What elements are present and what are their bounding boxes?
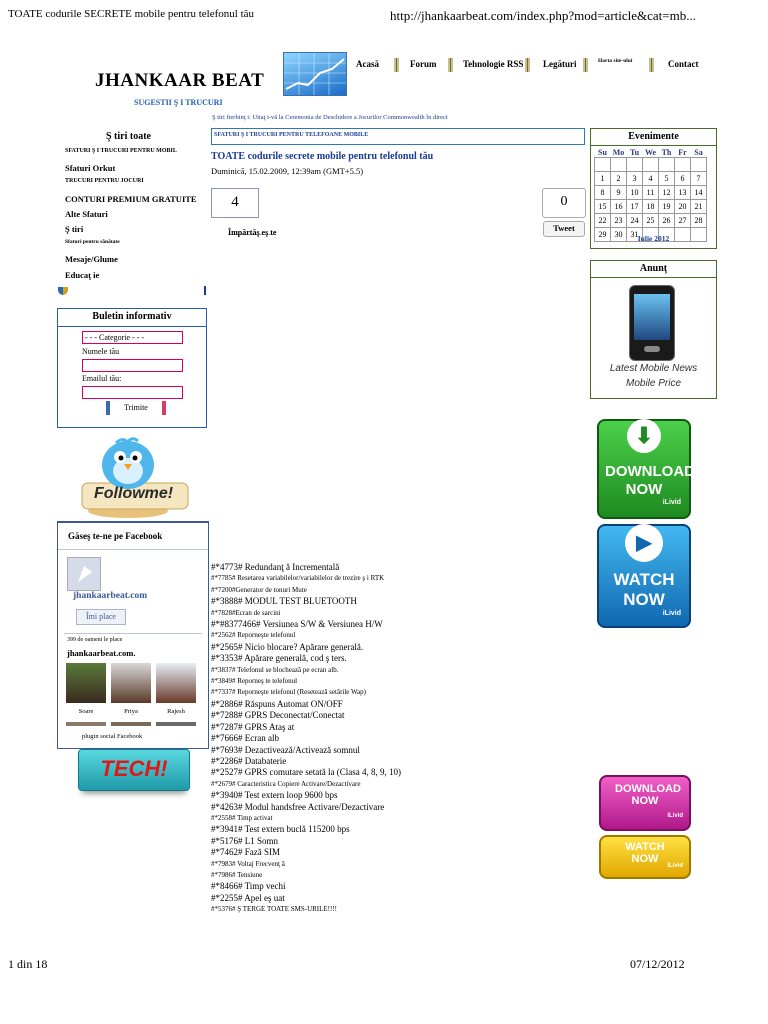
secret-code-line: #*8466# Timp vechi [211,881,286,892]
calendar-day[interactable]: 6 [675,172,691,186]
print-url: http://jhankaarbeat.com/index.php?mod=article&cat=mb... [390,8,696,23]
secret-code-line: #*7828#Ecran de sarcini [211,608,281,617]
newsletter-email-input[interactable] [82,386,183,399]
facebook-page-name-2[interactable]: jhankaarbeat.com. [67,648,136,658]
facebook-friend-name[interactable]: Priya [124,708,138,715]
secret-code-line: #*2527# GPRS comutare setată la (Clasa 4, 8, 9, 10) [211,767,401,778]
calendar-day[interactable]: 30 [611,228,627,242]
calendar-day [627,158,643,172]
secret-code-line: #*7785# Resetarea variabilelor/variabilelor de trezire ş i RTK [211,574,385,583]
secret-code-line: #*7337# Reporneşte telefonul (Resetează setările Wap) [211,688,366,697]
nav-separator [649,58,654,72]
brand-label: iLivid [662,499,681,506]
calendar-day-header: Mo [612,148,625,157]
brand-label: iLivid [667,863,683,869]
nav-links[interactable]: Legături [543,59,577,69]
share-count: 4 [231,194,239,210]
calendar-day-header: Fr [678,148,687,157]
brand-label: iLivid [662,610,681,617]
print-doc-title: TOATE codurile SECRETE mobile pentru telefonul tău [8,8,255,20]
secret-code-line: #*3940# Test extern loop 9600 bps [211,790,338,801]
secret-code-line: #*7983# Voltaj Frecvenţ ă [211,859,285,868]
calendar-day[interactable]: 3 [627,172,643,186]
calendar-day-header: Th [661,148,672,157]
play-icon: ▶ [625,524,663,562]
sidebar-item-health[interactable]: Sfaturi pentru sănătate [65,239,120,245]
nav-forum[interactable]: Forum [410,59,437,69]
nav-tech-rss[interactable]: Tehnologie RSS [463,59,524,69]
nav-separator [394,58,399,72]
secret-code-line: #*4263# Modul handsfree Activare/Dezactivare [211,801,385,812]
article-title: TOATE codurile secrete mobile pentru telefonul tău [211,151,434,162]
facebook-title: Găseş te-ne pe Facebook [68,531,163,541]
secret-code-line: #*2558# Timp activat [211,813,273,822]
facebook-page-name[interactable]: jhankaarbeat.com [73,591,148,601]
calendar-day[interactable]: 1 [595,172,611,186]
secret-code-line: #*7666# Ecran alb [211,733,279,744]
site-logo[interactable]: JHANKAAR BEAT [95,70,265,91]
calendar-day [595,158,611,172]
secret-code-line: #*2565# Nicio blocare? Apărare generală. [211,641,364,652]
calendar-day[interactable]: 11 [643,186,659,200]
brand-label: iLivid [667,813,683,819]
tweet-button[interactable] [543,221,585,237]
secret-code-line: #*7693# Dezactivează/Activează somnul [211,744,360,755]
ad-title: Anunţ [639,263,668,274]
sidebar-corner-icon [58,287,68,295]
secret-code-line: #*3837# Telefonul se blochează pe ecran alb. [211,665,339,674]
secret-code-line: #*2562# Reporneşte telefonul [211,631,296,640]
twitter-bird-icon [76,437,190,521]
facebook-friend-avatar[interactable] [111,663,151,703]
secret-code-line: #*3888# MODUL TEST BLUETOOTH [211,596,357,607]
secret-code-line: #*2255# Apel eş uat [211,892,285,903]
facebook-like-count: 399 de oameni le place [67,637,123,643]
sidebar-item-orkut[interactable]: Sfaturi Orkut [65,163,116,173]
nav-sitemap[interactable]: Harta site-ului [598,58,633,64]
calendar-day[interactable]: 25 [643,214,659,228]
newsletter-name-label: Numele tău [82,347,120,356]
calendar-day-header: Su [598,148,607,157]
download-label: DOWNLOAD NOW [605,463,695,498]
secret-code-line: #*5376# Ş TERGE TOATE SMS-URILE!!!! [211,905,337,914]
calendar-day [611,158,627,172]
facebook-page-thumbnail[interactable] [67,557,101,591]
newsletter-box [57,308,207,428]
watch-small-label: WATCH NOW [625,841,665,865]
sidebar-item-mobile-tips[interactable]: SFATURI Ş I TRUCURI PENTRU MOBIL [65,148,177,154]
follow-me-badge[interactable] [76,437,190,521]
calendar-day[interactable]: 8 [595,186,611,200]
secret-code-line: #*2679# Caracteristica Copiere Activare/Dezactivare [211,779,361,788]
newsletter-submit-button[interactable] [106,401,166,415]
share-count-box [211,188,259,218]
calendar-day[interactable]: 28 [691,214,707,228]
calendar-day[interactable]: 4 [643,172,659,186]
secret-code-line: #*5176# L1 Somn [211,835,279,846]
newsletter-title: Buletin informativ [92,311,172,322]
calendar-day[interactable]: 24 [627,214,643,228]
download-now-button[interactable] [597,419,695,519]
calendar-day[interactable]: 7 [691,172,707,186]
calendar-day[interactable]: 23 [611,214,627,228]
events-title: Evenimente [628,131,679,142]
share-button[interactable] [228,222,276,235]
sidebar-item-premium[interactable]: CONTURI PREMIUM GRATUITE [65,194,197,204]
secret-code-line: #*4773# Redundanţ ă Incrementală [211,562,340,572]
download-arrow-icon: ⬇ [627,419,661,453]
tweet-count-box [542,188,586,218]
print-page-number: 1 din 18 [8,957,48,971]
calendar-day[interactable]: 26 [659,214,675,228]
nav-contact[interactable]: Contact [668,59,699,69]
calendar-day[interactable]: 19 [659,200,675,214]
share-label: Împărtăş eş te [228,228,277,237]
facebook-like-box [57,521,209,749]
sidebar-item-news[interactable]: Ş tiri [65,224,84,234]
calendar-day[interactable]: 13 [675,186,691,200]
facebook-friend-avatar[interactable] [66,663,106,703]
download-now-small-button[interactable] [599,775,691,831]
secret-code-line: #*3941# Test extern buclă 115200 bps [211,824,350,835]
article-breadcrumb[interactable] [211,128,585,145]
secret-code-line: #*7287# GPRS Ataş at [211,721,295,732]
pin-icon [68,558,100,590]
sidebar-menu [65,148,197,285]
calendar-day[interactable]: 18 [643,200,659,214]
calendar-day[interactable]: 12 [659,186,675,200]
facebook-friend-name[interactable]: Rajesh [167,708,185,715]
calendar-day[interactable]: 29 [595,228,611,242]
calendar-day-header: Tu [629,148,640,157]
calendar-day [675,158,691,172]
sidebar-item-messages[interactable]: Mesaje/Glume [65,254,118,264]
facebook-friend-name[interactable]: Soare [78,708,94,715]
secret-code-line: #*7288# GPRS Deconectat/Conectat [211,710,345,721]
calendar-day-header: We [644,148,657,157]
events-box [590,128,717,249]
follow-me-label: Followme! [94,485,174,502]
calendar-day[interactable]: 15 [595,200,611,214]
tech-banner-label: TECH! [100,756,168,781]
sidebar-item-game-tricks[interactable]: TRUCURI PENTRU JOCURI [65,178,144,184]
secret-codes-list [211,562,401,916]
submit-label: Trimite [124,403,148,412]
calendar-day[interactable]: 2 [611,172,627,186]
calendar-day[interactable]: 16 [611,200,627,214]
site-tagline: SUGESTII Ş I TRUCURI [134,98,223,107]
tweet-count: 0 [560,194,568,209]
secret-code-line: #*3849# Reporneş te telefonul [211,677,298,686]
download-small-label: DOWNLOAD NOW [615,783,681,807]
newsletter-email-label: Emailul tău: [82,374,122,383]
calendar-day[interactable]: 17 [627,200,643,214]
news-ticker[interactable]: Ş tiri fierbinţ i: Uitaţ i-vă la Ceremonia de Deschidere a Jocurilor Commonwealth în direct [212,114,448,121]
calendar-day[interactable]: 5 [659,172,675,186]
ad-line1[interactable]: Latest Mobile News [609,363,698,374]
article-breadcrumb-label: SFATURI Ş I TRUCURI PENTRU TELEFOANE MOBILE [214,132,369,138]
sidebar-divider [204,286,206,295]
calendar-month[interactable]: Iulie 2012 [637,234,670,243]
sidebar-item-other-tips[interactable]: Alte Sfaturi [65,209,108,219]
nav-home[interactable]: Acasă [356,59,379,69]
secret-code-line: #*2886# Răspuns Automat ON/OFF [211,698,343,709]
secret-code-line: #*2286# Databaterie [211,755,287,766]
calendar-day[interactable]: 22 [595,214,611,228]
secret-code-line: #*7200#Generator de tonuri Mute [211,585,307,594]
secret-code-line: #*7986# Tensiune [211,870,263,879]
calendar-day[interactable]: 14 [691,186,707,200]
calendar-day[interactable]: 10 [627,186,643,200]
chart-icon [284,53,346,95]
nav-separator [448,58,453,72]
facebook-friend-avatar[interactable] [156,663,196,703]
watch-label: WATCH NOW [613,570,675,609]
sidebar-heading: Ş tiri toate [106,131,151,142]
print-date: 07/12/2012 [630,957,685,971]
calendar-day[interactable]: 21 [691,200,707,214]
sidebar-item-education[interactable]: Educaţ ie [65,270,100,280]
calendar-day[interactable]: 31 [627,228,643,242]
secret-code-line: #*7462# Fază SIM [211,847,280,858]
newsletter-category-select[interactable]: - - - Categorie - - - [82,331,183,344]
secret-code-line: #*3353# Apărare generală, cod ş ters. [211,653,347,664]
nav-separator [583,58,588,72]
calendar-day [691,158,707,172]
header-chart-graphic [283,52,347,96]
article-date: Duminică, 15.02.2009, 12:39am (GMT+5.5) [211,166,364,176]
watch-now-button[interactable] [597,524,691,628]
facebook-like-button[interactable] [76,609,126,625]
calendar-day-header: Sa [694,148,703,157]
facebook-plugin-label[interactable]: plugin social Facebook [82,733,143,740]
mobile-phone-image[interactable] [629,285,675,361]
calendar-day[interactable]: 27 [675,214,691,228]
tweet-label: Tweet [553,223,575,233]
secret-code-line: #*#8377466# Versiunea S/W & Versiunea H/W [211,619,383,630]
calendar-day [643,158,659,172]
calendar-day[interactable]: 20 [675,200,691,214]
calendar-grid [594,148,707,242]
watch-now-small-button[interactable] [599,835,691,879]
nav-separator [525,58,530,72]
tech-banner[interactable] [78,749,190,791]
facebook-like-label: Îmi place [86,612,116,621]
newsletter-name-input[interactable] [82,359,183,372]
calendar-day [659,158,675,172]
calendar-day[interactable]: 9 [611,186,627,200]
ad-line2[interactable]: Mobile Price [625,378,682,389]
ad-box [590,260,717,399]
